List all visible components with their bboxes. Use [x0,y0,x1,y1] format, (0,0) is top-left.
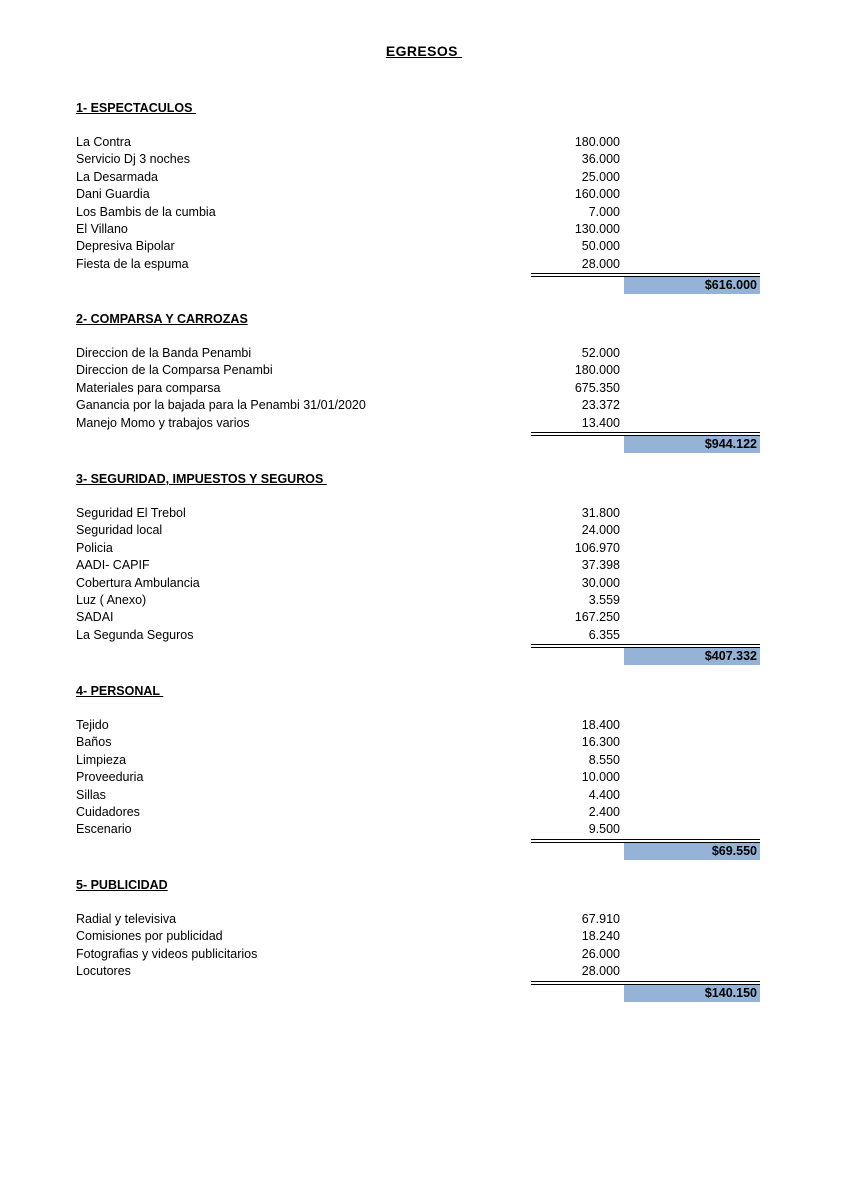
expense-label: Cobertura Ambulancia [76,575,200,590]
expense-row [0,753,848,770]
expense-row [0,135,848,152]
expense-row [0,346,848,363]
expense-amount: 28.000 [581,256,620,271]
expense-label: Locutores [76,964,131,979]
expense-label: Depresiva Bipolar [76,239,175,254]
expense-row [0,363,848,380]
section-total: $407.332 [624,648,760,665]
expense-amount: 50.000 [581,239,620,254]
expense-amount: 24.000 [581,523,620,538]
expense-label: Seguridad El Trebol [76,506,186,520]
expense-row [0,593,848,610]
expense-label: Servicio Dj 3 noches [76,152,190,167]
expense-amount: 3.559 [588,593,620,607]
expense-row [0,964,848,981]
expense-row [0,152,848,169]
section-total: $140.150 [624,985,760,1002]
expense-label: Policia [76,540,113,555]
expense-amount: 167.250 [574,610,620,625]
expense-row [0,628,848,645]
expense-amount: 180.000 [574,363,620,378]
expense-label: Radial y televisiva [76,912,177,926]
expense-label: SADAI [76,610,114,625]
expense-label: Limpieza [76,752,127,767]
expense-row [0,416,848,433]
expense-label: Fotografias y videos publicitarios [76,946,258,961]
expense-row [0,506,848,523]
expense-row [0,239,848,256]
expense-amount: 675.350 [574,380,620,395]
expense-row [0,912,848,929]
expense-row [0,822,848,839]
expense-row [0,788,848,805]
expense-amount: 23.372 [581,398,620,413]
expense-amount: 4.400 [588,787,620,802]
section-title: 1- ESPECTACULOS [76,101,196,115]
expense-amount: 9.500 [588,822,620,837]
section-total: $69.550 [624,843,760,860]
expense-label: Manejo Momo y trabajos varios [76,415,250,430]
expense-label: Proveeduria [76,770,144,785]
expense-row [0,576,848,593]
expense-amount: 26.000 [581,946,620,961]
expense-amount: 67.910 [581,912,620,926]
expense-label: Direccion de la Banda Penambi [76,346,252,360]
expense-row [0,222,848,239]
expense-label: Ganancia por la bajada para la Penambi 31/01/2020 [76,398,366,413]
expense-label: AADI- CAPIF [76,558,150,573]
section-title: 3- SEGURIDAD, IMPUESTOS Y SEGUROS [76,472,327,486]
expense-row [0,187,848,204]
expense-row [0,170,848,187]
expense-amount: 130.000 [574,222,620,236]
expense-amount: 6.355 [588,627,620,642]
expense-label: Direccion de la Comparsa Penambi [76,363,273,378]
expense-amount: 37.398 [581,558,620,573]
expense-row [0,718,848,735]
expense-amount: 30.000 [581,575,620,590]
expense-label: Dani Guardia [76,187,150,202]
expense-label: El Villano [76,222,128,236]
expense-amount: 7.000 [588,204,620,219]
expense-label: La Contra [76,135,131,149]
expense-row [0,929,848,946]
expense-row [0,257,848,274]
expense-amount: 16.300 [581,735,620,750]
expense-amount: 180.000 [574,135,620,149]
expense-amount: 13.400 [581,415,620,430]
expense-amount: 28.000 [581,964,620,979]
expense-row [0,947,848,964]
section-total: $944.122 [624,436,760,453]
expense-row [0,610,848,627]
expense-label: Escenario [76,822,132,837]
expense-label: Seguridad local [76,523,163,538]
expense-amount: 106.970 [574,540,620,555]
expense-row [0,541,848,558]
expense-amount: 31.800 [581,506,620,520]
expense-row [0,558,848,575]
expense-label: Comisiones por publicidad [76,929,223,944]
expense-row [0,381,848,398]
expense-label: Baños [76,735,112,750]
expense-label: Materiales para comparsa [76,380,221,395]
section-title: 2- COMPARSA Y CARROZAS [76,312,248,326]
expense-label: Cuidadores [76,805,140,819]
expense-row [0,205,848,222]
expense-row [0,805,848,822]
expense-amount: 8.550 [588,752,620,767]
expense-row [0,523,848,540]
expense-label: Sillas [76,787,106,802]
expense-row [0,735,848,752]
expense-row [0,770,848,787]
page-title: EGRESOS [385,43,463,59]
expense-label: Fiesta de la espuma [76,256,189,271]
section-total: $616.000 [624,277,760,294]
expense-amount: 2.400 [588,805,620,819]
expense-amount: 18.240 [581,929,620,944]
expense-label: La Desarmada [76,169,158,184]
expense-amount: 160.000 [574,187,620,202]
expense-label: Luz ( Anexo) [76,593,147,607]
expense-label: Los Bambis de la cumbia [76,204,216,219]
expense-row [0,398,848,415]
expense-amount: 10.000 [581,770,620,785]
expense-amount: 52.000 [581,346,620,360]
expense-amount: 18.400 [581,718,620,732]
section-title: 5- PUBLICIDAD [76,878,168,892]
expense-label: La Segunda Seguros [76,627,194,642]
section-title: 4- PERSONAL [76,684,164,698]
expense-label: Tejido [76,718,109,732]
expense-amount: 25.000 [581,169,620,184]
expense-amount: 36.000 [581,152,620,167]
